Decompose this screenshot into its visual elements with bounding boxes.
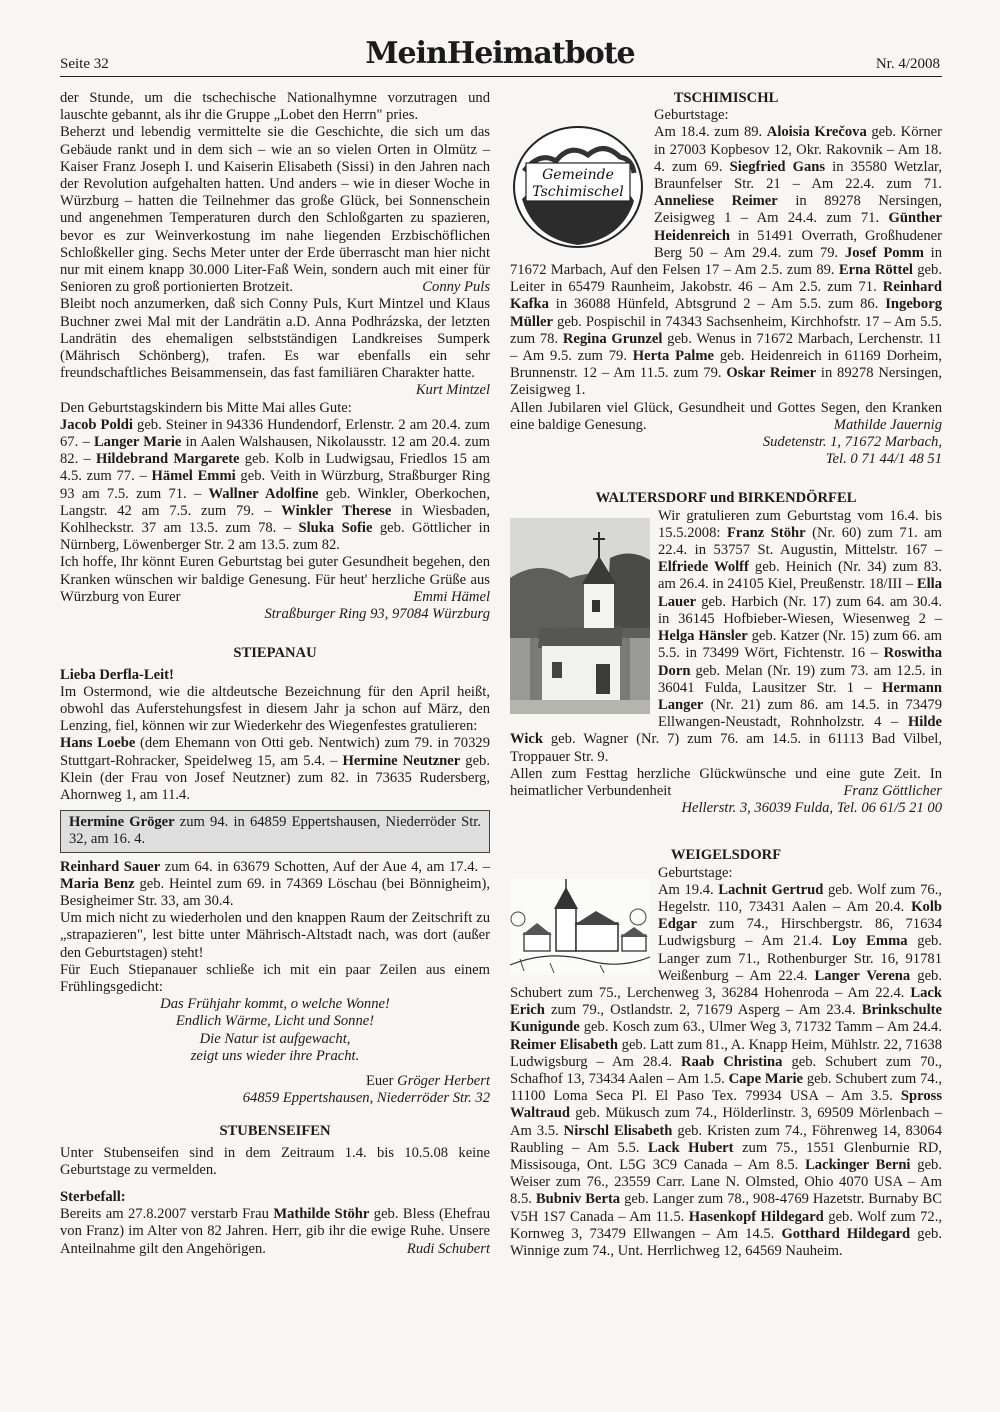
- poem-line: Die Natur ist aufgewacht,: [199, 1030, 351, 1047]
- stamp-text-line2: Tschimischel: [532, 184, 624, 201]
- paragraph: Den Geburtstagskindern bis Mitte Mai alles Gute:: [60, 399, 352, 416]
- signature: Rudi Schubert: [406, 1240, 490, 1257]
- section-title-weigelsdorf: WEIGELSDORF: [670, 847, 782, 864]
- paragraph: Ich hoffe, Ihr könnt Euren Geburtstag bei guter Gesundheit begehen, den Kranken wünschen wir baldige Genesung. Für heut' herzliche Grüße aus Würzburg von Eurer Emmi Hämel: [60, 554, 490, 605]
- masthead-logo: MeinHeimatbote: [365, 36, 635, 71]
- paragraph: Unter Stubenseifen sind in dem Zeitraum 1.4. bis 10.5.08 keine Geburtstage zu vermelden.: [60, 1144, 490, 1178]
- signature: Emmi Hämel: [413, 588, 490, 605]
- paragraph: der Stunde, um die tschechische Nationalhymne vorzutragen und lauschte gebannt, als ihr die Gruppe „Lobet den Herrn" pries.: [60, 90, 490, 124]
- paragraph: Bereits am 27.8.2007 verstarb Frau Mathilde Stöhr geb. Bless (Ehefrau von Franz) im Alter von 82 Jahren. Herr, gib ihr die ewige Ruhe. Unsere Anteilnahme gilt den Angehörigen. Rudi Schubert: [60, 1206, 490, 1257]
- signature: Conny Puls: [422, 279, 490, 296]
- signature: Franz Göttlicher: [843, 782, 942, 799]
- greeting: Lieba Derfla-Leit!: [60, 666, 174, 683]
- birthday-list: Wir gratulieren zum Geburtstag vom 16.4. bis 15.5.2008: Franz Stöhr (Nr. 60) zum 71. am 22.4. in 53757 St. Augustin, Mittelstr. 167 – Elfriede Wolff geb. Heinich (Nr. 34) zum 83. am 26.4. in 24105 Kiel, Preußenstr. 18/III – Ella Lauer geb. Harbich (Nr. 17) zum 64. am 30.4. in 36145 Hofbieber-Wiesen, Wiesenweg 2 – Helga Hänsler geb. Katzer (Nr. 15) zum 66. am 5.5. in 73499 Wört, Fichtenstr. 16 – Roswitha Dorn geb. Melan (Nr. 19) zum 73. am 12.5. in 36041 Fulda, Lausitzer Str. 1 – Hermann Langer (Nr. 21) zum 86. am 14.5. in 73479 Ellwangen-Neustadt, Rohnholzstr. 4 – Hilde Wick geb. Wagner (Nr. 7) zum 76. am 14.5. in 61113 Bad Vilbel, Troppauer Str. 9.: [510, 507, 942, 765]
- signature: Euer Gröger Herbert: [365, 1072, 490, 1089]
- section-title-waltersdorf: WALTERSDORF und BIRKENDÖRFEL: [595, 490, 857, 507]
- poem: [60, 996, 490, 1065]
- signature-address: 64859 Eppertshausen, Niederröder Str. 32: [242, 1090, 490, 1107]
- poem-line: Das Frühjahr kommt, o welche Wonne!: [160, 996, 390, 1013]
- poem-line: Endlich Wärme, Licht und Sonne!: [175, 1013, 375, 1030]
- gemeinde-stamp: [510, 121, 646, 256]
- signature-address: Sudetenstr. 1, 71672 Marbach,: [762, 434, 942, 451]
- poem-line: zeigt uns wieder ihre Pracht.: [190, 1047, 360, 1064]
- stamp-text-line1: Gemeinde: [542, 167, 614, 184]
- page-number: Seite 32: [60, 56, 109, 72]
- paragraph: Für Euch Stiepanauer schließe ich mit ein paar Zeilen aus einem Frühlingsgedicht:: [60, 961, 490, 995]
- right-column: [510, 90, 942, 1260]
- birthday-list: Reinhard Sauer zum 64. in 63679 Schotten, Auf der Aue 4, am 17.4. – Maria Benz geb. Heintel zum 69. in 74369 Löschau (bei Bönnigheim), Besigheimer Str. 33, am 30.4.: [60, 858, 491, 909]
- paragraph: Allen zum Festtag herzliche Glückwünsche und eine gute Zeit. In heimatlicher Verbundenheit Franz Göttlicher: [510, 765, 942, 799]
- label: Geburtstage:: [658, 864, 733, 881]
- paragraph: Beherzt und lebendig vermittelte sie die Geschichte, die sich um das Gebäude rankt und in dem sich – wie an so vielen Orten in Olmütz – Kaiser Franz Joseph I. und Kaiserin Elisabeth (Sissi) in den Jahren nach der Revolution aufgehalten hatten. Und anders – wie in dieser Woche in Würzburg – hatten die Teilnehmer das große Glück, bei Sonnenschein und angenehmen Temperaturen durch den Schloßgarten zu spazieren, bevor es zur Weinverkostung im nahe liegenden Erzbischöflichen Schloßkeller ging. Sechs Meter unter der Erde überrascht man hier nicht nur mit einem knapp 30.000 Liter-Faß Wein, sondern auch mit einer für Senioren zu groß portionierten Brotzeit. Conny Puls: [60, 124, 490, 296]
- section-title-tschimischl: TSCHIMISCHL: [673, 90, 779, 106]
- signature: Kurt Mintzel: [415, 382, 490, 399]
- sterbefall-heading: Sterbefall:: [60, 1188, 126, 1205]
- left-column: [60, 90, 490, 1258]
- section-title-stiepanau: STIEPANAU: [233, 645, 317, 662]
- signature-address: Straßburger Ring 93, 97084 Würzburg: [264, 606, 490, 623]
- birthday-list: Am 19.4. Lachnit Gertrud geb. Wolf zum 76., Hegelstr. 110, 73431 Aalen – Am 20.4. Kolb Edgar zum 74., Hirschbergstr. 86, 71634 Ludwigsburg – Am 21.4. Loy Emma geb. Langer zum 71., Rothenburger Str. 16, 91781 Weißenburg – Am 22.4. Langer Verena geb. Schubert zum 75., Lerchenweg 3, 36284 Hohenroda – Am 22.4. Lack Erich zum 79., Ostlandstr. 2, 71679 Asperg – Am 23.4. Brinkschulte Kunigunde geb. Kosch zum 63., Ulmer Weg 3, 71732 Tamm – Am 24.4. Reimer Elisabeth geb. Latt zum 81., A. Knapp Heim, Mühlstr. 22, 71638 Ludwigsburg – Am 28.4. Raab Christina geb. Schubert zum 70., Schafhof 13, 73434 Aalen – Am 1.5. Cape Marie geb. Schubert zum 74., 11100 Loma Seca Pl. El Paso Tex. 79934 USA – Am 3.5. Spross Waltraud geb. Mükusch zum 74., Hölderlinstr. 3, 69509 Mörlenbach – Am 3.5. Nirschl Elisabeth geb. Kristen zum 74., Föhrenweg 14, 83064 Raubling – Am 5.5. Lack Hubert zum 75., 1551 Glenburnie RD, Missisouga, Ont. L5G 3C9 Canada – Am 8.5. Lackinger Berni geb. Weiser zum 76., 23559 Carr. Lane N. Olmsted, Ohio 4070 USA – Am 8.5. Bubniv Berta geb. Langer zum 78., 908-4769 Hazetstr. Burnaby BC V5H 1S7 Canada – Am 11.5. Hasenkopf Hildegard geb. Wolf zum 72., Kornweg 3, 73479 Ellwangen – Am 14.5. Gotthard Hildegard geb. Winnige zum 74., Unt. Herrlichweg 12, 64569 Nauheim.: [510, 881, 943, 1259]
- birthday-list: Jacob Poldi geb. Steiner in 94336 Hundendorf, Erlenstr. 2 am 20.4. zum 67. – Langer Marie in Aalen Walshausen, Nikolausstr. 12 am 20.4. zum 82. – Hildebrand Margarete geb. Kolb in Ludwigsau, Friedlos 15 am 4.5. zum 77. – Hämel Emmi geb. Veith in Würzburg, Straßburger Ring 93 am 7.5. zum 71. – Wallner Adolfine geb. Winkler, Oberkochen, Langstr. 42 am 7.5. zum 79. – Winkler Therese in Wiesbaden, Kohlheckstr. 37 am 13.5. zum 78. – Sluka Sofie geb. Göttlicher in Nürnberg, Löwenberger Str. 2 am 13.5. zum 82.: [60, 416, 491, 554]
- birthday-list: Hans Loebe (dem Ehemann von Otti geb. Nentwich) zum 79. in 70329 Stuttgart-Rohracker, Speidelweg 15, am 5.4. – Hermine Neutzner geb. Klein (der Frau von Josef Neutzner) zum 82. in 73635 Rudersberg, Ahornweg 1, am 11.4.: [60, 735, 491, 803]
- birthday-list: Am 18.4. zum 89. Aloisia Krečova geb. Körner in 27003 Kopbesov 12, Okr. Rakovnik – Am 18. 4. zum 69. Siegfried Gans in 35580 Wetzlar, Braunfelser Str. 21 – Am 22.4. zum 71. Anneliese Reimer in 89278 Nersingen, Zeisigweg 1 – Am 24.4. zum 71. Günther Heidenreich in 51491 Overrath, Großhudener Berg 50 – Am 29.4. zum 79. Josef Pomm in 71672 Marbach, Auf den Felsen 17 – Am 2.5. zum 89. Erna Röttel geb. Leiter in 65479 Raunheim, Jakobstr. 46 – Am 2.5. zum 71. Reinhard Kafka in 36088 Hünfeld, Abtsgrund 2 – Am 5.5. zum 86. Ingeborg Müller geb. Pospischil in 74343 Sachsenheim, Kirchhofstr. 17 – Am 5.5. zum 78. Regina Grunzel geb. Wenus in 71672 Marbach, Lerchenstr. 11 – Am 9.5. zum 79. Herta Palme geb. Heidenreich in 61169 Dorheim, Brunnenstr. 12 – Am 11.5. zum 79. Oskar Reimer in 89278 Nersingen, Zeisigweg 1.: [510, 124, 942, 399]
- paragraph: Allen Jubilaren viel Glück, Gesundheit und Gottes Segen, den Kranken eine baldige Genesung. Mathilde Jauernig: [510, 399, 942, 433]
- paragraph: Bleibt noch anzumerken, daß sich Conny Puls, Kurt Mintzel und Klaus Buchner zwei Mal mit der Landrätin a.D. Anna Podhrázska, der letzten Landrätin des ehemaligen selbstständigen Landkreises Sumperk (Mährisch Schönberg), trafen. Es war ebenfalls ein sehr freundschaftliches Beisammensein, das fast familiären Charakter hatte. Kurt Mintzel: [60, 296, 490, 399]
- village-church-drawing: [510, 879, 650, 980]
- highlight-box: Hermine Gröger zum 94. in 64859 Eppertshausen, Niederröder Str. 32, am 16. 4.: [60, 810, 490, 852]
- signature: Mathilde Jauernig: [833, 416, 942, 433]
- signature-phone: Tel. 0 71 44/1 48 51: [825, 451, 942, 468]
- paragraph: Um mich nicht zu wiederholen und den knappen Raum der Zeitschrift zu „strapazieren", lest bitte unter Mährisch-Altstadt nach, was dort (außer den Geburtstagen) steht!: [60, 910, 490, 961]
- paragraph: Im Ostermond, wie die altdeutsche Bezeichnung für den April heißt, obwohl das Auferstehungsfest in diesem Jahr ja schon auf März, den Lenzing, fiel, können wir zur Wiederkehr des Wiegenfestes gratulieren:: [60, 683, 490, 735]
- header-rule: [60, 76, 942, 77]
- chapel-photo: [510, 518, 650, 719]
- issue-number: Nr. 4/2008: [875, 56, 940, 72]
- section-title-stubenseifen: STUBENSEIFEN: [219, 1123, 331, 1140]
- signature-address: Hellerstr. 3, 36039 Fulda, Tel. 06 61/5 21 00: [681, 800, 942, 817]
- label: Geburtstage:: [654, 107, 729, 124]
